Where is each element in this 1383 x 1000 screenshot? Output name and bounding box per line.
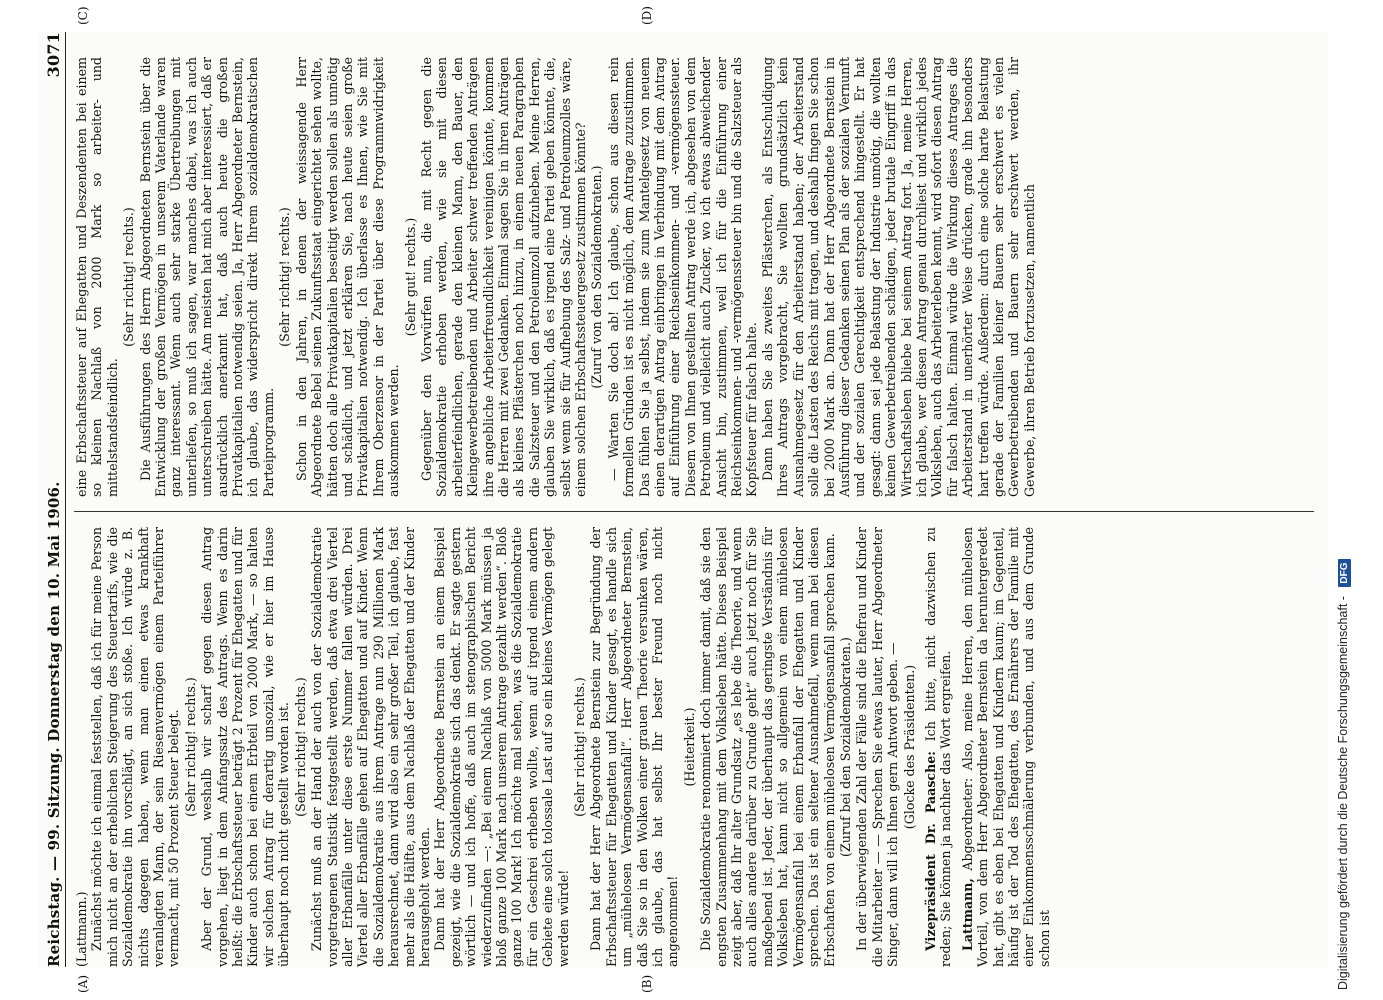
left-column [74,527,1052,967]
right-column [74,57,1037,497]
paragraph: Aber der Grund, weshalb wir scharf gegen diesen Antrag vorgehen, liegt in dem Anfangssatz des Antrags. Wenn es darin heißt: die Erbschaftssteuer beträgt 2 Prozent für Ehegatten und für Kinder auch schon bei einem Erbteil von 2000 Mark, — so halten wir solchen Antrag für derartig unsozial, wie er hier im Hause überhaupt noch nicht gestellt worden ist. [199,527,292,967]
dfg-logo: DFG [1338,559,1351,586]
reaction-note: (Heiterkeit.) [681,707,697,787]
digitization-credit-text: Digitalisierung gefördert durch die Deutsche Forschungsgemeinschaft - [1336,596,1350,990]
paragraph: Dann hat der Herr Abgeordnete Bernstein an einem Beispiel gezeigt, wie die Sozialdemokratie sich das denkt. Er sagte gestern wörtlich — und ich hoffe, daß auch im stenographischen Bericht wiederzufinden —: „Bei einem Nachlaß von 5000 Mark müssen ja bloß ganze 100 Mark nach unserem Antrage gezahlt werden“. Bloß ganze 100 Mark! Ich möchte mal sehen, was die Sozialdemokratie für ein Geschrei erheben wollte, wenn auf irgend einem andern Gebiete eine solch tolossale Last auf so ein kleines Vermögen gelegt werden würde! [432,527,571,967]
margin-marker-d: (D) [640,6,654,25]
column-divider [74,511,1314,512]
speaker-name: Vizepräsident Dr. Paasche: [922,751,938,951]
speech-text: Ich bitte, nicht dazwischen zu reden; Sie können ja nachher das Wort ergreifen. [922,527,954,967]
paragraph: Zunächst möchte ich einmal feststellen, daß ich für meine Person mich nicht an der erheblichen Steigerung des Steuertarifs, wie die Sozialdemokratie ihn vorschlägt, an sich stoße. Ich würde z. B. nichts dagegen haben, wenn man einen etwas krankhaft veranlagten Mann, der sein Riesenvermögen einem Parteiführer vermacht, mit 50 Prozent Steuer belegt. [89,527,182,967]
running-head [38,32,66,967]
reaction-note: (Sehr richtig! rechts.) [292,677,308,817]
reaction-note: (Glocke des Präsidenten.) [901,664,917,830]
document-page [38,6,1328,993]
speaker-name: Lattmann, [959,878,975,951]
speech-text: Abgeordneter: Also, meine Herren, den mühelosen Vorteil, von dem Herr Abgeordneter Bernstein da heruntergeredet hat, gibt es eben bei Ehegatten und Kindern kaum; im Gegenteil, häufig ist der Tod des Ehegatten, des Ernährers der Familie mit einer Einkommensschmälerung verbunden, und aus dem Grunde schon ist [959,527,1052,967]
paragraph: Die Sozialdemokratie renommiert doch immer damit, daß sie den engsten Zusammenhang mit dem Volksleben hätte. Dieses Beispiel zeigt aber, daß Ihr alter Grundsatz „es lebe die Theorie, und wenn auch alles andere darüber zu Grunde geht“ auch jetzt noch für Sie maßgebend ist. Jeder, der überhaupt das geringste Verständnis für Volksleben hat, kann nicht so allgemein von einem mühelosen Vermögensanfall bei einem Erbanfall der Ehegatten und Kinder sprechen. Das ist ein seltener Ausnahmefall, wenn man bei diesen Erbschaften von einem mühelosen Vermögensanfall sprechen kann. [698,527,837,967]
reaction-note: (Sehr gut! rechts.) [402,217,418,337]
speech-paragraph [923,527,954,967]
reaction-note: (Sehr richtig! rechts.) [182,677,198,817]
paragraph: In der überwiegenden Zahl der Fälle sind die Ehefrau und Kinder die Mitarbeiter — — Sprechen Sie etwas lauter, Herr Abgeordneter Singer, dann will ich Ihnen gern Antwort geben. — [854,527,901,967]
paragraph: Schon in den Jahren, in denen der weissagende Herr Abgeordnete Bebel seinen Zukunftsstaat eingerichtet sehen wollte, hätten doch alle Privatkapitalien beseitigt werden sollen als unnötig und schädlich, und jetzt erklären Sie, nach heute seien große Privatkapitalien notwendig. Ich überlasse es Ihnen, wie Sie mit Ihrem Oberzensor in der Partei über diese Programmwidrigkeit auskommen werden. [293,57,402,497]
paragraph: Zunächst muß an der Hand der auch von der Sozialdemokratie vorgetragenen Statistik festgestellt werden, daß etwa drei Viertel aller Erbanfälle unter diese erste Nummer fallen würden. Drei Viertel aller Erbanfälle gehen auf Ehegatten und auf Kinder. Wenn die Sozialdemokratie aus ihrem Antrage nun 290 Millionen Mark herausrechnet, dann wird also ein sehr großer Teil, ich glaube, fast mehr als die Hälfte, aus dem Nachlaß der Ehegatten und der Kinder herausgeholt werden. [309,527,432,967]
reaction-note: (Sehr richtig! rechts.) [572,677,587,817]
margin-marker-b: (B) [640,974,654,993]
speaker-continuation: (Lattmann.) [74,891,89,967]
page-number: 3071 [44,32,63,78]
margin-marker-c: (C) [76,6,90,25]
paragraph: eine Erbschaftssteuer auf Ehegatten und Deszendenten bei einem so kleinen Nachlaß von 2000 Mark so arbeiter- und mittelstandsfeindlich. [74,57,120,497]
reaction-note: (Sehr richtig! rechts.) [277,207,293,347]
paragraph: Die Ausführungen des Herrn Abgeordneten Bernstein über die Entwicklung der großen Vermögen in unserem Vaterlande waren ganz interessant. Wenn auch sehr starke Übertreibungen mit unterliefen, so muß ich sagen, war manches dabei, was ich auch unterschreiben hätte. Am meisten hat mich aber interessiert, daß er ausdrücklich anerkannt hat, daß auch heute die großen Privatkapitalien notwendig seien. Ja, Herr Abgeordneter Bernstein, ich glaube, das widerspricht direkt Ihrem sozialdemokratischen Parteiprogramm. [137,57,276,497]
running-head-title: Reichstag. — 99. Sitzung. Donnerstag den 10. Mai 1906. [45,481,63,967]
reaction-note: (Sehr richtig! rechts.) [121,207,137,347]
speech-paragraph [960,527,1052,967]
margin-marker-a: (A) [76,974,90,993]
paragraph: Dann hat der Herr Abgeordnete Bernstein zur Begründung der Erbschaftssteuer für Ehegatten und Kinder gesagt, es handle sich um „mühelosen Vermögensanfall“. Herr Abgeordneter Bernstein, daß Sie so in den Wolken einer grauen Theorie versunken wären, ich glaube, das hat selbst Ihr bester Freund noch nicht angenommen! [588,527,681,967]
digitization-credit [1336,10,1352,990]
paragraph: Gegenüber den Vorwürfen nun, die mit Recht gegen die Sozialdemokratie erhoben werden, wie sie mit diesen arbeiterfeindlichen, gerade den kleinen Mann, den Bauer, den Kleingewerbetreibenden und Arbeiter schwer treffenden Anträgen ihre angebliche Arbeiterfreundlichkeit vereinigen könnte, kommen die Herren mit zwei Gedanken. Einmal sagen Sie in ihren Anträgen als kleines Pflästerchen noch hinzu, in einem neuen Paragraphen die Salzsteuer und den Petroleumzoll aufzuheben. Meine Herren, glauben Sie wirklich, daß es irgend eine Partei geben könnte, die, selbst wenn sie für Aufhebung des Salz- und Petroleumzolles wäre, einem solchen Erbschaftssteuergesetz zustimmen könnte? [418,57,588,497]
paragraph: — Warten Sie doch ab! Ich glaube, schon aus diesen rein formellen Gründen ist es nicht möglich, dem Antrage zuzustimmen. Das fühlen Sie ja selbst, indem sie zum Mantelgesetz von neuem einen derartigen Antrag einbringen in Verbindung mit dem Antrag auf Einführung einer Reichseinkommen- und -vermögenssteuer. Diesem von Ihnen gestellten Antrag werde ich, abgesehen von dem Petroleum und vielleicht auch Zucker, wo ich etwas abweichender Ansicht bin, zustimmen, weil ich für die Einführung einer Reichseinkommen- und -vermögenssteuer bin und die Salzsteuer als Kopfsteuer für falsch halte. [605,57,760,497]
reaction-note: (Zuruf bei den Sozialdemokraten.) [837,637,853,857]
reaction-note: (Zuruf von den Sozialdemokraten.) [589,165,605,389]
paragraph: Dann haben Sie als zweites Pflästerchen, als Entschuldigung Ihres Antrags vorgebracht, Sie wollten grundsätzlich kein Ausnahmegesetz für den Arbeiterstand haben; der Arbeiterstand solle die Lasten des Reichs mit tragen, und deshalb fingen Sie schon bei 2000 Mark an. Dann hat der Herr Abgeordnete Bernstein in Ausführung dieser Gedanken seinen Plan als der sozialen Vernunft und der sozialen Gerechtigkeit entsprechend hingestellt. Er hat gesagt: dann sei jede Belastung der Industrie unnötig, die wollten keinen Gewerbetreibenden schädigen, jeder brutale Eingriff in das Wirtschaftsleben bliebe bei seinem Antrag fort. Ja, meine Herren, ich glaube, wer diesen Antrag genau durchliest und wirklich jedes Volksleben, auch das Arbeiterleben kennt, wird sofort diesen Antrag für falsch halten. Einmal würde die Wirkung dieses Antrages die Arbeiterstand in unerhörter Weise drücken, grade ihn besonders hart treffen würde. Außerdem: durch eine solche harte Belastung gerade der Familien kleiner Bauern sehr erschwert es vielen Gewerbetreibenden und Bauern sehr erschwert werden, ihr Gewerbe, ihren Betrieb fortzusetzen, namentlich [759,57,1037,497]
